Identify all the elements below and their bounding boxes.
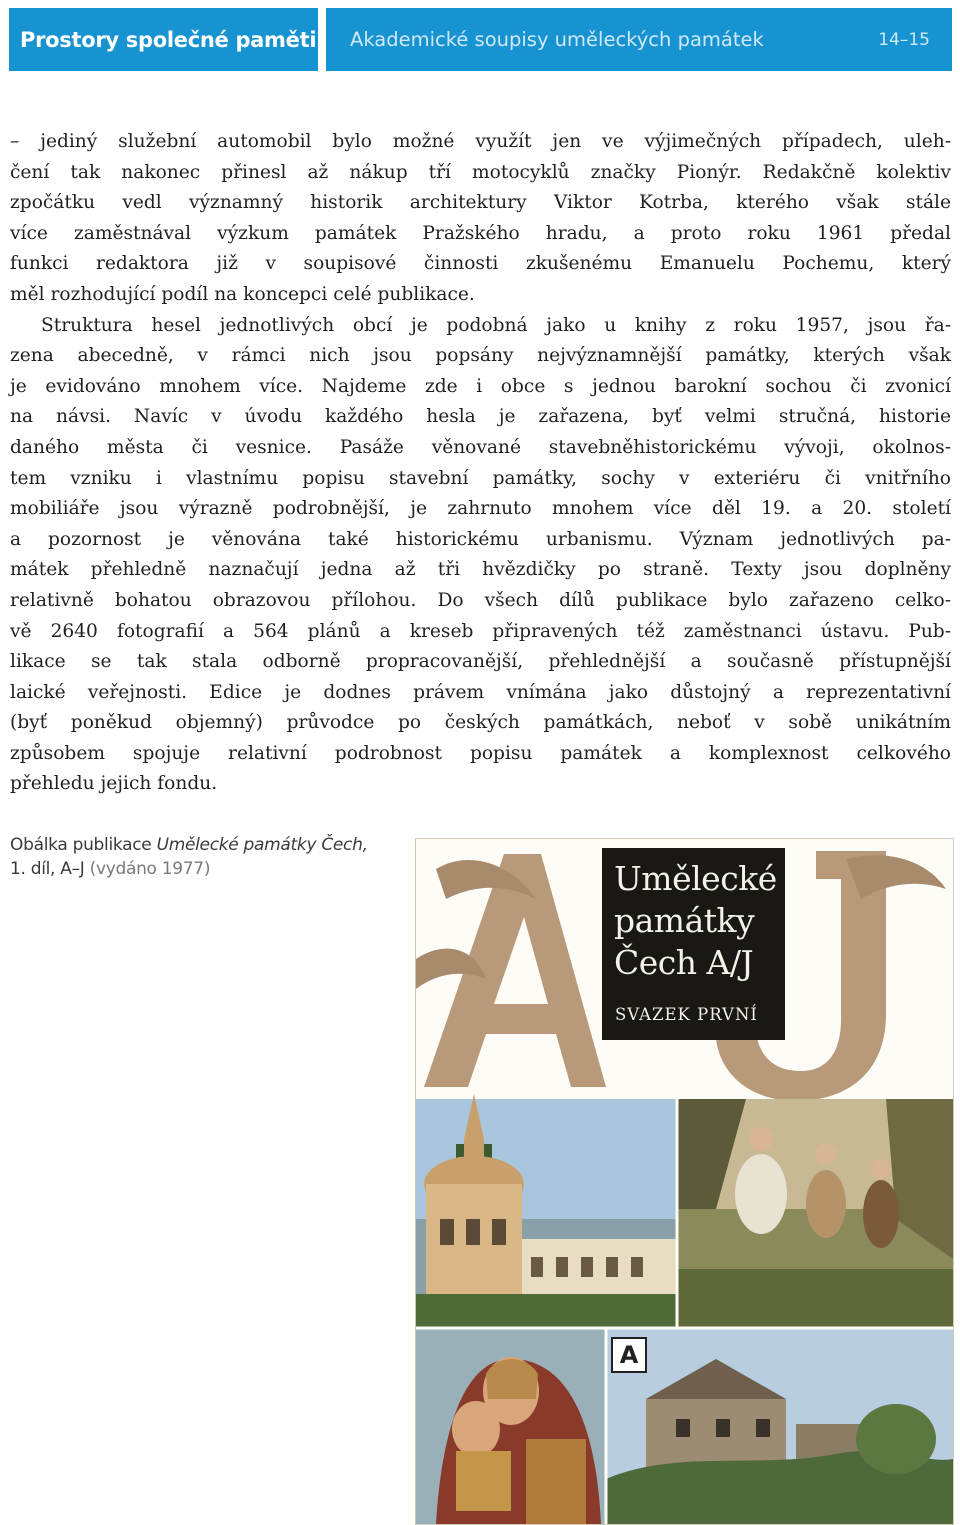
text-line: – jediný služební automobil bylo možné využít jen ve výjimečných případech, uleh- [10, 131, 951, 152]
book-cover-image [415, 838, 954, 1525]
church-photo [416, 1094, 676, 1327]
cover-title [614, 858, 777, 984]
cover-title-line: Umělecké [614, 859, 777, 898]
text-line: laické veřejnosti. Edice je dodnes právem vnímána jako důstojný a reprezentativní [10, 681, 951, 703]
text-line: (byť poněkud objemný) průvodce po českých památkách, neboť v sobě unikátním [10, 712, 951, 734]
figure-caption [10, 833, 410, 881]
volume-letter-badge [611, 1337, 647, 1373]
text-line: přehledu jejich fondu. [10, 773, 218, 795]
text-line: vě 2640 fotografií a 564 plánů a kreseb připravených též zaměstnanci ústavu. Pub- [10, 620, 951, 642]
text-line: Struktura hesel jednotlivých obcí je podobná jako u knihy z roku 1957, jsou řa- [41, 314, 951, 336]
text-line: zena abecedně, v rámci nich jsou popsány nejvýznamnější památky, kterých však [10, 345, 951, 367]
text-line: funkci redaktora již v soupisové činnosti zkušenému Emanuelu Pochemu, který [10, 253, 951, 275]
painting-photo [678, 1099, 953, 1329]
caption-issued: (vydáno 1977) [84, 859, 211, 879]
header-section-bar [9, 8, 318, 71]
text-line: a pozornost je věnována také historickému urbanismu. Význam jednotlivých pa- [10, 528, 951, 550]
page-numbers: 14–15 [878, 29, 930, 50]
text-line: měl rozhodující podíl na koncepci celé publikace. [10, 283, 475, 305]
paragraph-2 [10, 311, 951, 801]
cover-title-line: Čech A/J [614, 943, 754, 982]
caption-prefix: Obálka publikace [10, 835, 157, 855]
cover-volume-label: SVAZEK PRVNÍ [615, 1005, 758, 1024]
caption-book-title: Umělecké památky Čech, [156, 835, 368, 855]
text-line: relativně bohatou obrazovou přílohou. Do všech dílů publikace bylo zařazeno celko- [10, 589, 951, 611]
text-line: mobiliáře jsou výrazně podrobnější, je zahrnuto mnohem více děl 19. a 20. století [10, 498, 951, 520]
text-line: je evidováno mnohem více. Najdeme zde i obce s jednou barokní sochou či zvonicí [10, 375, 951, 397]
paragraph-1 [10, 127, 951, 311]
cover-title-box [602, 848, 785, 1040]
cover-title-line: památky [614, 901, 755, 940]
text-line: čení tak nakonec přinesl až nákup tří motocyklů značky Pionýr. Redakčně kolektiv [10, 161, 951, 183]
article-body [10, 127, 951, 800]
text-line: daného města či vesnice. Pasáže věnované stavebněhistorickému vývoji, okolnos- [10, 436, 951, 458]
text-line: více zaměstnával výzkum památek Pražského hradu, a proto roku 1961 předal [10, 222, 951, 244]
text-line: tem vzniku i vlastnímu popisu stavební památky, sochy v exteriéru či vnitřního [10, 467, 951, 489]
chapter-subtitle: Akademické soupisy uměleckých památek [350, 28, 764, 51]
caption-volume: 1. díl, A–J [10, 859, 85, 879]
ornamental-letter-a [416, 854, 606, 1087]
text-line: zpočátku vedl významný historik architektury Viktor Kotrba, kterého však stále [10, 192, 951, 214]
text-line: mátek přehledně naznačují jedna až tři hvězdičky po straně. Texty jsou doplněny [10, 559, 951, 581]
header-subtitle-bar [326, 8, 952, 71]
madonna-sculpture-photo [416, 1329, 606, 1524]
text-line: likace se tak stala odborně propracovanější, přehlednější a současně přístupnější [10, 651, 951, 673]
volume-letter: A [619, 1341, 639, 1369]
text-line: způsobem spojuje relativní podrobnost popisu památek a komplexnost celkového [10, 742, 951, 764]
section-title: Prostory společné paměti [20, 27, 317, 52]
castle-photo [606, 1329, 953, 1524]
text-line: na návsi. Navíc v úvodu každého hesla je zařazena, byť velmi stručná, historie [10, 406, 951, 428]
